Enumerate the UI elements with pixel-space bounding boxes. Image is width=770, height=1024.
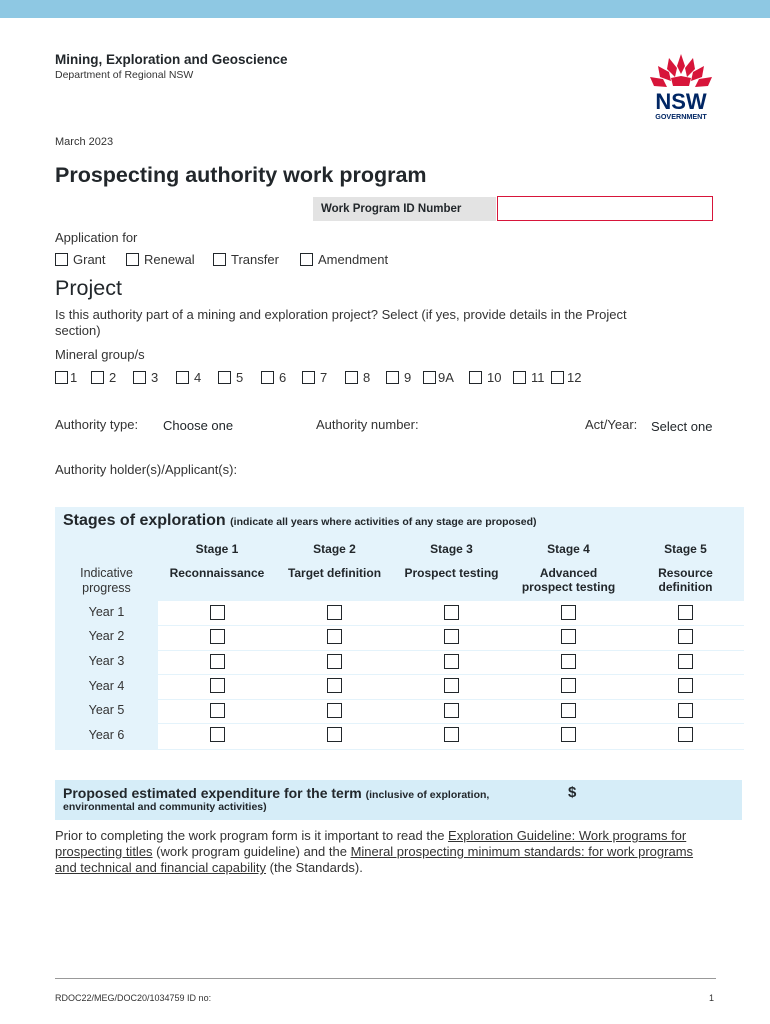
renewal-label: Renewal (144, 252, 195, 267)
year-3-stage-2-checkbox[interactable] (327, 654, 342, 669)
mineral-checkbox-3[interactable] (133, 371, 146, 384)
guidance-text-3: (the Standards). (266, 860, 363, 875)
act-year-select[interactable]: Select one (651, 419, 713, 434)
stage-4-name-line1: Advanced (539, 566, 598, 580)
stage-1-name: Reconnaissance (169, 566, 265, 580)
year-1-stage-2-checkbox[interactable] (327, 605, 342, 620)
work-program-guideline-link[interactable]: Exploration Guideline: Work programs for prospecting titles (55, 828, 687, 859)
year-3-stage-4-checkbox[interactable] (561, 654, 576, 669)
year-1-stage-4-checkbox[interactable] (561, 605, 576, 620)
minimum-standards-link[interactable]: Mineral prospecting minimum standards: for work programs and technical and financial capability (55, 844, 694, 875)
stages-note: (indicate all years where activities of any stage are proposed) (230, 516, 537, 528)
project-question: Is this authority part of a mining and exploration project? Select (if yes, provide details in the Project section) (55, 307, 627, 338)
expenditure-note-line2: environmental and community activities) (63, 801, 267, 813)
stage-4-name-line2: prospect testing (521, 580, 616, 594)
logo-government-text: GOVERNMENT (655, 112, 707, 121)
year-6-label: Year 6 (88, 728, 125, 742)
row-divider (158, 674, 744, 675)
year-3-stage-3-checkbox[interactable] (444, 654, 459, 669)
mineral-option-1[interactable] (55, 370, 77, 385)
mineral-checkbox-8[interactable] (345, 371, 358, 384)
row-divider (158, 723, 744, 724)
mineral-option-6[interactable] (261, 370, 286, 385)
nsw-government-logo (645, 52, 717, 122)
mineral-option-9[interactable] (386, 370, 411, 385)
footer-reference: RDOC22/MEG/DOC20/1034759 ID no: (55, 993, 212, 1003)
guidance-text-1: Prior to completing the work program form is it important to read the (55, 828, 449, 843)
page-number: 1 (709, 993, 715, 1003)
year-2-stage-3-checkbox[interactable] (444, 629, 459, 644)
mineral-option-4[interactable] (176, 370, 201, 385)
year-1-label: Year 1 (88, 605, 125, 619)
year-5-label: Year 5 (88, 703, 125, 717)
authority-type-label: Authority type: (55, 417, 139, 432)
mineral-label-2: 2 (109, 370, 117, 385)
mineral-label-10: 10 (487, 370, 502, 385)
mineral-label-8: 8 (363, 370, 371, 385)
year-6-stage-5-checkbox[interactable] (678, 727, 693, 742)
mineral-checkbox-10[interactable] (469, 371, 482, 384)
year-6-stage-4-checkbox[interactable] (561, 727, 576, 742)
page-title: Prospecting authority work program (55, 163, 427, 187)
year-4-stage-1-checkbox[interactable] (210, 678, 225, 693)
renewal-checkbox[interactable] (126, 253, 139, 266)
stage-2-header: Stage 2 (313, 542, 356, 556)
project-heading: Project (55, 276, 122, 300)
top-accent-bar (0, 0, 770, 18)
application-option-amendment[interactable] (300, 252, 388, 267)
mineral-label-11: 11 (531, 370, 545, 385)
mineral-option-12[interactable] (551, 370, 581, 385)
org-name: Mining, Exploration and Geoscience (55, 52, 288, 67)
transfer-checkbox[interactable] (213, 253, 226, 266)
mineral-option-2[interactable] (91, 370, 116, 385)
year-5-stage-4-checkbox[interactable] (561, 703, 576, 718)
application-option-transfer[interactable] (213, 252, 279, 267)
mineral-checkbox-9[interactable] (386, 371, 399, 384)
grant-label: Grant (73, 252, 106, 267)
mineral-label-9: 9 (404, 370, 412, 385)
amendment-checkbox[interactable] (300, 253, 313, 266)
year-4-stage-5-checkbox[interactable] (678, 678, 693, 693)
stage-3-name: Prospect testing (404, 566, 499, 580)
year-6-stage-3-checkbox[interactable] (444, 727, 459, 742)
year-5-stage-5-checkbox[interactable] (678, 703, 693, 718)
expenditure-amount-field[interactable] (585, 783, 735, 803)
act-year-label: Act/Year: (585, 417, 638, 432)
transfer-label: Transfer (231, 252, 279, 267)
year-6-stage-1-checkbox[interactable] (210, 727, 225, 742)
mineral-label-1: 1 (70, 370, 78, 385)
year-1-stage-3-checkbox[interactable] (444, 605, 459, 620)
year-2-stage-2-checkbox[interactable] (327, 629, 342, 644)
mineral-option-7[interactable] (302, 370, 327, 385)
year-4-stage-2-checkbox[interactable] (327, 678, 342, 693)
mineral-label-7: 7 (320, 370, 328, 385)
stage-3-header: Stage 3 (430, 542, 473, 556)
year-5-stage-2-checkbox[interactable] (327, 703, 342, 718)
expenditure-heading (63, 785, 489, 801)
year-2-label: Year 2 (88, 629, 125, 643)
stage-4-header: Stage 4 (547, 542, 590, 556)
progress-label-line2: progress (82, 581, 131, 595)
year-4-stage-4-checkbox[interactable] (561, 678, 576, 693)
mineral-option-3[interactable] (133, 370, 158, 385)
row-divider (158, 699, 744, 700)
mineral-label-12: 12 (567, 370, 582, 385)
year-6-stage-2-checkbox[interactable] (327, 727, 342, 742)
logo-nsw-text: NSW (655, 89, 707, 114)
mineral-checkbox-7[interactable] (302, 371, 315, 384)
year-1-stage-5-checkbox[interactable] (678, 605, 693, 620)
mineral-label-9a: 9A (438, 370, 454, 385)
mineral-label-3: 3 (151, 370, 159, 385)
row-divider (158, 625, 744, 626)
mineral-option-11[interactable] (513, 370, 545, 385)
mineral-option-9a[interactable] (423, 370, 454, 385)
application-option-renewal[interactable] (126, 252, 195, 267)
mineral-label-5: 5 (236, 370, 244, 385)
mineral-checkbox-1[interactable] (55, 371, 68, 384)
year-2-stage-4-checkbox[interactable] (561, 629, 576, 644)
year-2-stage-5-checkbox[interactable] (678, 629, 693, 644)
publish-date: March 2023 (55, 136, 114, 148)
stages-heading (63, 512, 537, 530)
mineral-label-4: 4 (194, 370, 202, 385)
mineral-option-10[interactable] (469, 370, 501, 385)
amendment-label: Amendment (318, 252, 389, 267)
stage-5-name-line2: definition (658, 580, 713, 594)
application-for-label: Application for (55, 230, 138, 245)
mineral-checkbox-4[interactable] (176, 371, 189, 384)
year-3-stage-1-checkbox[interactable] (210, 654, 225, 669)
year-1-stage-1-checkbox[interactable] (210, 605, 225, 620)
footer-divider (55, 978, 716, 979)
mineral-option-8[interactable] (345, 370, 370, 385)
mineral-checkbox-11[interactable] (513, 371, 526, 384)
mineral-checkbox-9a[interactable] (423, 371, 436, 384)
guidance-text-2: (work program guideline) and the (152, 844, 351, 859)
expenditure-note: (inclusive of exploration, (365, 789, 490, 801)
stage-5-name-line1: Resource (658, 566, 713, 580)
work-program-id-field[interactable] (497, 196, 713, 221)
mineral-label-6: 6 (279, 370, 287, 385)
stage-2-name: Target definition (287, 566, 382, 580)
expenditure-currency: $ (568, 784, 577, 801)
application-option-grant[interactable] (55, 252, 106, 267)
year-4-label: Year 4 (88, 679, 125, 693)
mineral-group-label: Mineral group/s (55, 347, 145, 362)
stages-title: Stages of exploration (63, 512, 226, 529)
year-5-stage-1-checkbox[interactable] (210, 703, 225, 718)
mineral-checkbox-6[interactable] (261, 371, 274, 384)
year-4-stage-3-checkbox[interactable] (444, 678, 459, 693)
department-name: Department of Regional NSW (55, 69, 194, 81)
mineral-checkbox-5[interactable] (218, 371, 231, 384)
year-3-label: Year 3 (88, 654, 125, 668)
grant-checkbox[interactable] (55, 253, 68, 266)
stage-1-header: Stage 1 (195, 542, 239, 556)
year-2-stage-1-checkbox[interactable] (210, 629, 225, 644)
year-5-stage-3-checkbox[interactable] (444, 703, 459, 718)
mineral-option-5[interactable] (218, 370, 243, 385)
year-3-stage-5-checkbox[interactable] (678, 654, 693, 669)
work-program-id-label: Work Program ID Number (313, 197, 496, 221)
mineral-checkbox-2[interactable] (91, 371, 104, 384)
guidance-paragraph (55, 828, 715, 876)
expenditure-title: Proposed estimated expenditure for the term (63, 785, 362, 801)
row-divider (158, 650, 744, 651)
authority-type-select[interactable]: Choose one (163, 418, 234, 433)
authority-holder-label: Authority holder(s)/Applicant(s): (55, 462, 238, 477)
authority-number-label: Authority number: (316, 417, 419, 432)
stage-5-header: Stage 5 (664, 542, 707, 556)
mineral-checkbox-12[interactable] (551, 371, 564, 384)
progress-label-line1: Indicative (80, 566, 133, 580)
